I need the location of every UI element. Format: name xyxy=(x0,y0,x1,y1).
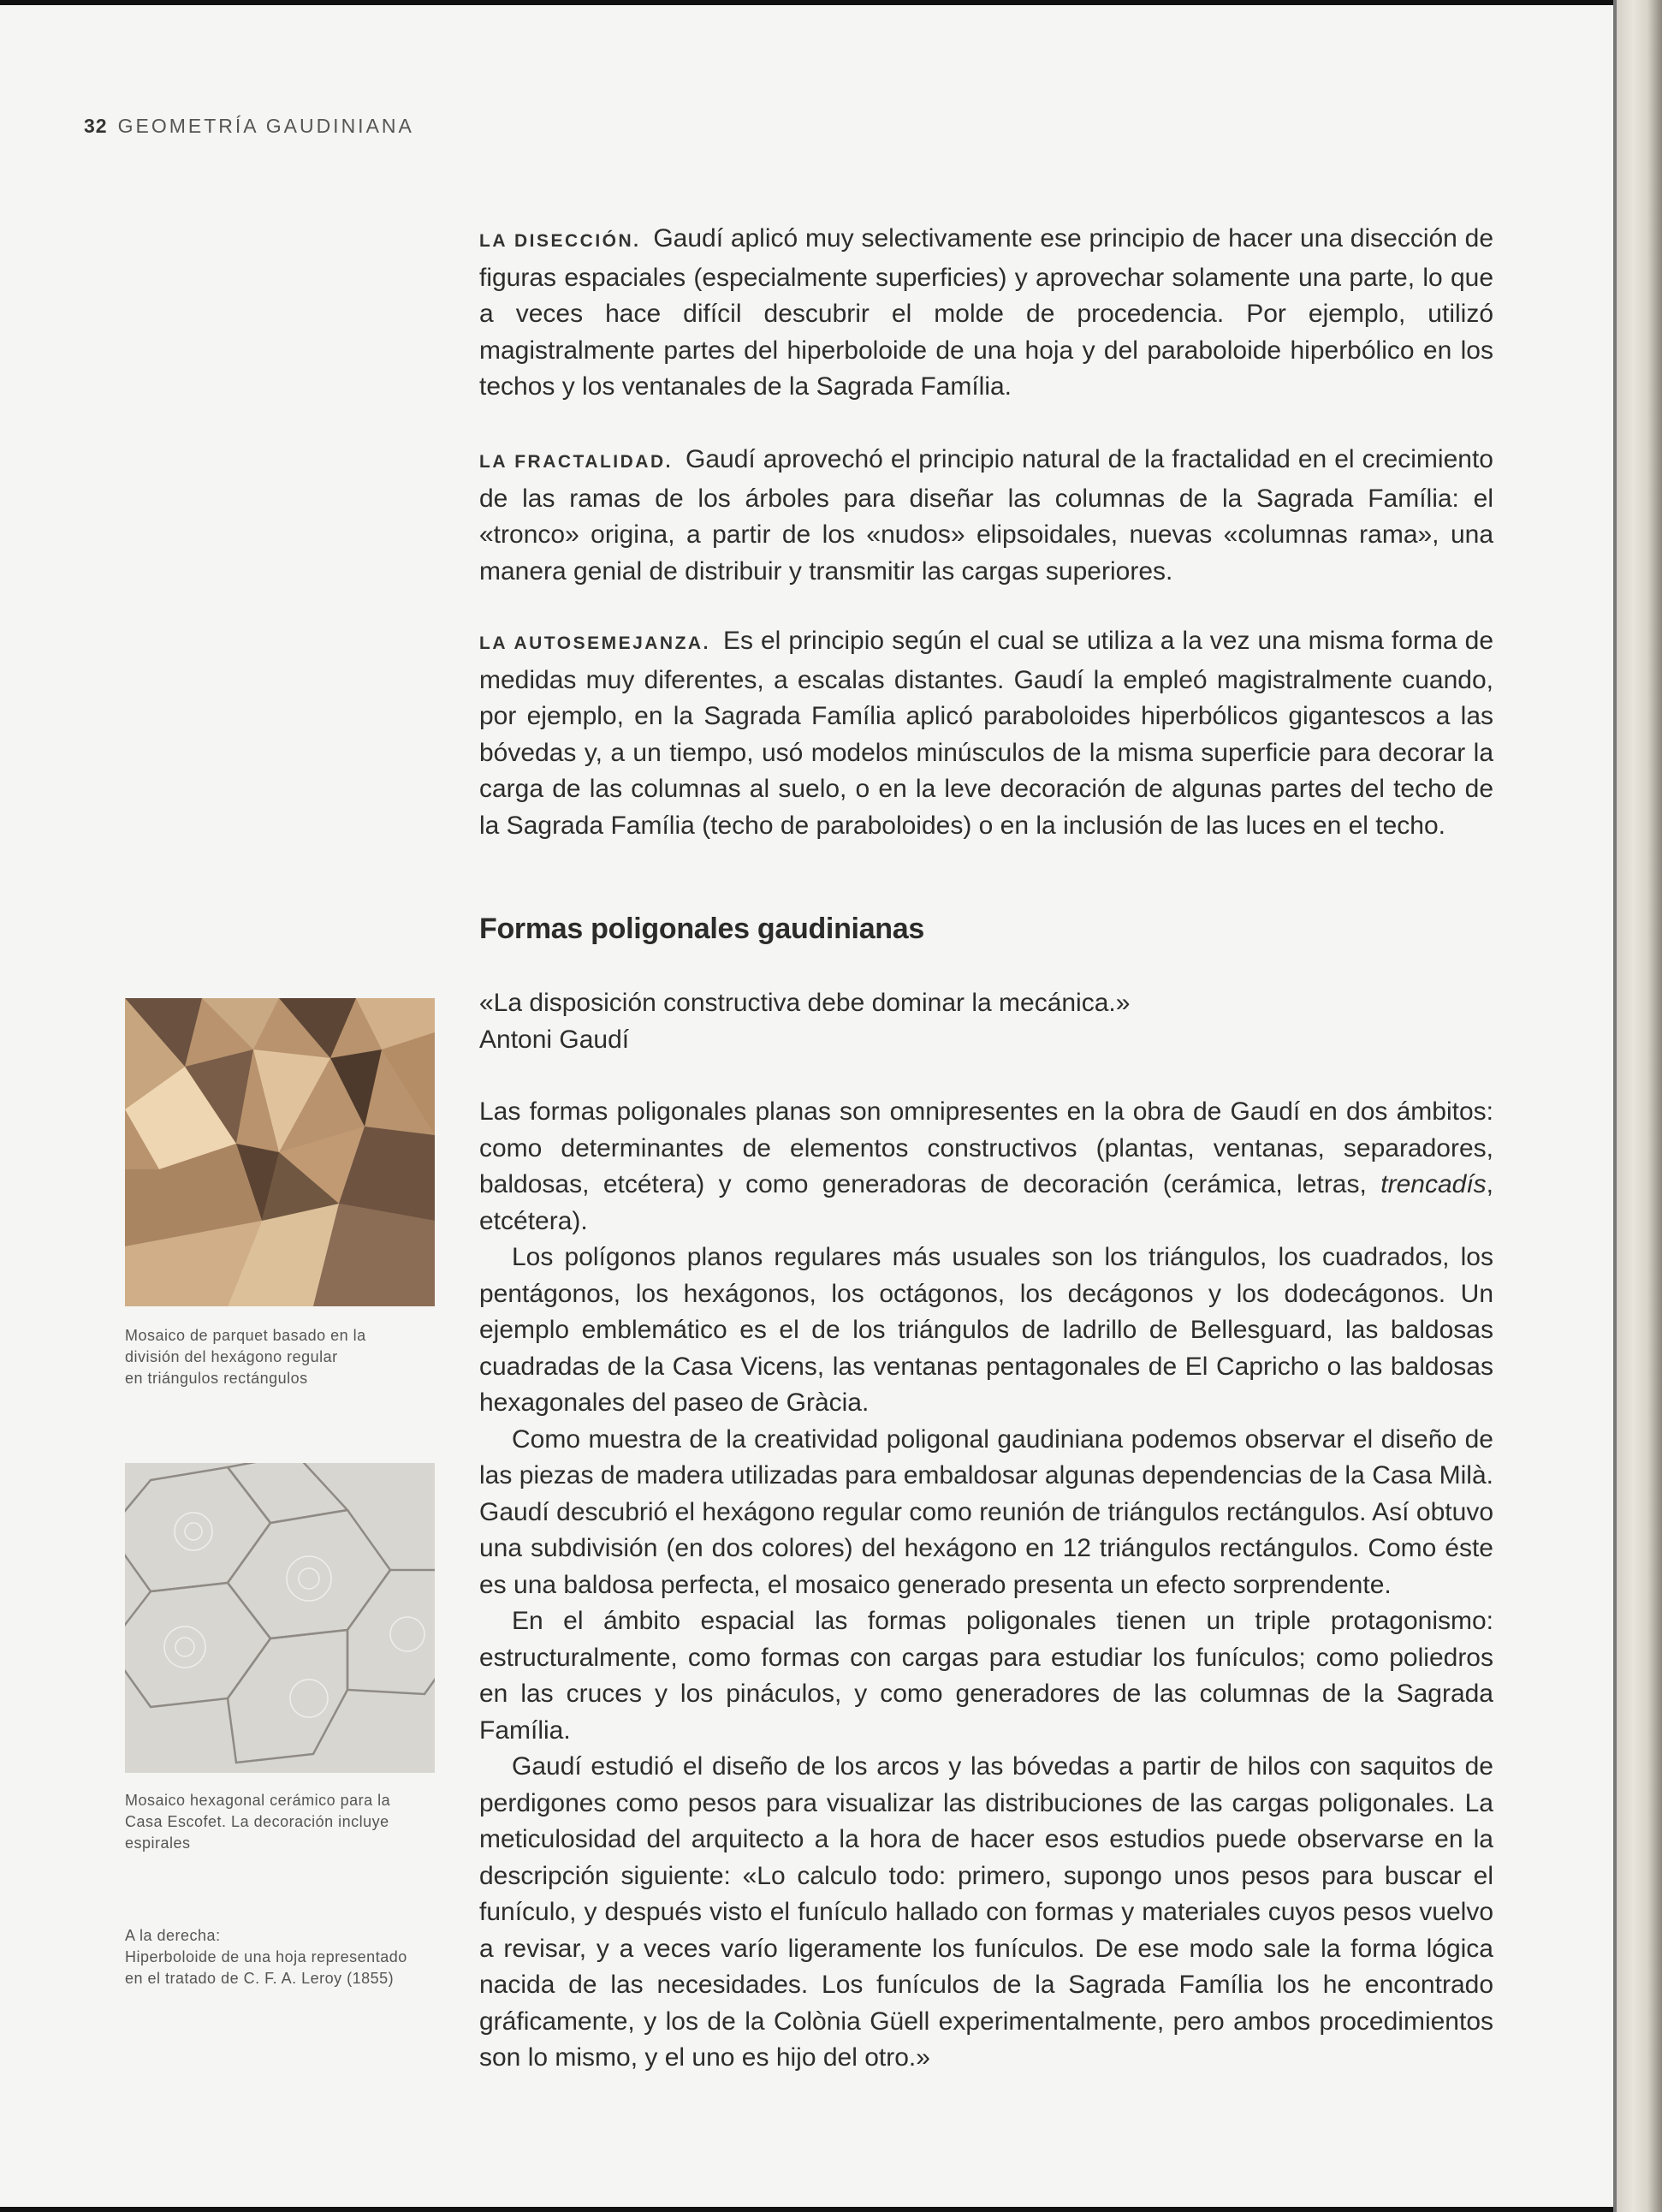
book-spine-edge xyxy=(1613,0,1662,2212)
caption-hyperboloid xyxy=(125,1925,442,1989)
running-title: GEOMETRÍA GAUDINIANA xyxy=(117,115,414,137)
section-diseccion xyxy=(479,221,1493,406)
italic-term: trencadís xyxy=(1380,1170,1487,1198)
caption-line: Casa Escofet. La decoración incluye xyxy=(125,1813,389,1830)
text-run: Las formas poligonales planas son omnipresentes en la obra de Gaudí en dos ámbitos: como determinantes de elementos constructivos (plantas, ventanas, separadores, baldosas, etcétera) y como generadoras de decoración (cerámica, letras, xyxy=(479,1097,1493,1198)
section-fractalidad xyxy=(479,442,1493,590)
section-text: Gaudí aprovechó el principio natural de la fractalidad en el crecimiento de las ramas de los árboles para diseñar las columnas de la Sagrada Família: el «tronco» origina, a partir de los «nudos» elipsoidales, nuevas «columnas rama», una manera genial de distribuir y transmitir las cargas superiores. xyxy=(479,445,1493,586)
paragraph: Gaudí estudió el diseño de los arcos y las bóvedas a partir de hilos con saquitos de perdigones como pesos para visualizar las distribuciones de las cargas poligonales. La meticulosidad del arquitecto a la hora de hacer esos estudios puede observarse en la descripción siguiente: «Lo calculo todo: primero, supongo unos pesos para buscar el funículo, y después visto el funículo hallado con formas y materiales cuyos pesos vuelvo a revisar, y a veces varío ligeramente los funículos. De ese modo sale la forma lógica nacida de las necesidades. Los funículos de la Sagrada Família los he encontrado gráficamente, y los de la Colònia Güell experimentalmente, pero ambos procedimientos son lo mismo, y el uno es hijo del otro.» xyxy=(479,1752,1493,2072)
paragraph xyxy=(479,623,1493,844)
section-text: Es el principio según el cual se utiliza a la vez una misma forma de medidas muy diferentes, a escalas distantes. Gaudí la empleó magistralmente cuando, por ejemplo, en la Sagrada Família aplicó paraboloides hiperbólicos gigantescos a las bóvedas y, a un tiempo, usó modelos minúsculos de la misma superficie para decorar la carga de las columnas al suelo, o en la leve decoración de algunas partes del techo de la Sagrada Família (techo de paraboloides) o en la inclusión de las luces en el techo. xyxy=(479,627,1493,840)
caption-line: A la derecha: xyxy=(125,1927,221,1944)
parquet-image xyxy=(125,998,435,1306)
section-lead: LA FRACTALIDAD. xyxy=(479,452,673,472)
section-text: Gaudí aplicó muy selectivamente ese principio de hacer una disección de figuras espaciales (especialmente superficies) y aprovechar solamente una parte, lo que a veces hace difícil descubrir el molde de procedencia. Por ejemplo, utilizó magistralmente partes del hiperboloide de una hoja y del paraboloide hiperbólico en los techos y los ventanales de la Sagrada Família. xyxy=(479,224,1494,401)
caption-line: Mosaico hexagonal cerámico para la xyxy=(125,1792,391,1809)
epigraph xyxy=(479,985,1493,1058)
paragraph xyxy=(479,221,1493,406)
section-lead: LA AUTOSEMEJANZA. xyxy=(479,633,710,653)
section-heading: Formas poligonales gaudinianas xyxy=(479,913,924,945)
caption-tile xyxy=(125,1790,442,1854)
section-lead: LA DISECCIÓN. xyxy=(479,231,641,251)
caption-line: división del hexágono regular xyxy=(125,1348,338,1365)
caption-line: en triángulos rectángulos xyxy=(125,1370,308,1387)
text-run: , etcétera). xyxy=(479,1170,1493,1235)
paragraph: Como muestra de la creatividad poligonal gaudiniana podemos observar el diseño de las piezas de madera utilizadas para embaldosar algunas dependencias de la Casa Milà. Gaudí descubrió el hexágono regular como reunión de triángulos rectángulos. Así obtuvo una subdivisión (en dos colores) del hexágono en 12 triángulos rectángulos. Como éste es una baldosa perfecta, el mosaico generado presenta un efecto sorprendente. xyxy=(479,1424,1493,1599)
caption-parquet xyxy=(125,1325,442,1389)
caption-line: espirales xyxy=(125,1834,191,1852)
section-autosemejanza xyxy=(479,623,1493,844)
book-page xyxy=(0,5,1613,2207)
paragraph: Los polígonos planos regulares más usuales son los triángulos, los cuadrados, los pentágonos, los hexágonos, los octágonos, los decágonos y los dodecágonos. Un ejemplo emblemático es el de los triángulos de ladrillo de Bellesguard, las baldosas cuadradas de la Casa Vicens, las ventanas pentagonales de El Capricho o las baldosas hexagonales del paseo de Gràcia. xyxy=(479,1243,1493,1417)
tile-image xyxy=(125,1463,435,1773)
hexagonal-tile-photo xyxy=(125,1463,435,1773)
paragraph xyxy=(479,1094,1493,1240)
paragraph xyxy=(479,442,1493,590)
quote-author: Antoni Gaudí xyxy=(479,1025,630,1054)
running-header xyxy=(84,115,414,138)
caption-line: en el tratado de C. F. A. Leroy (1855) xyxy=(125,1970,395,1987)
page-number: 32 xyxy=(84,115,108,137)
caption-line: Hiperboloide de una hoja representado xyxy=(125,1948,407,1965)
body-text xyxy=(479,1094,1493,2077)
quote-text: «La disposición constructiva debe dominar la mecánica.» xyxy=(479,989,1131,1017)
parquet-mosaic-photo xyxy=(125,998,435,1306)
paragraph: En el ámbito espacial las formas poligonales tienen un triple protagonismo: estructuralmente, como formas con cargas para estudiar los funículos; como poliedros en las cruces y los pináculos, y como generadores de las columnas de la Sagrada Família. xyxy=(479,1607,1493,1745)
caption-line: Mosaico de parquet basado en la xyxy=(125,1327,366,1344)
